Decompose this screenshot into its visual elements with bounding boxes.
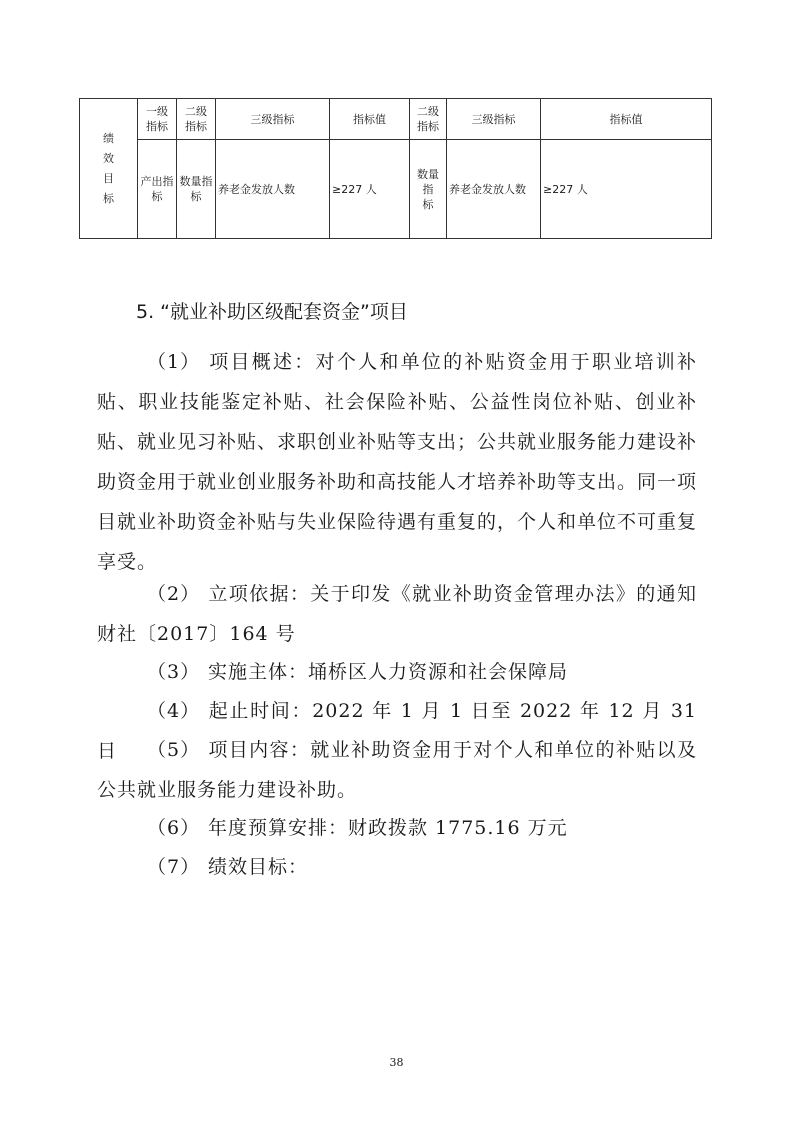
table-cell-level2-b: 数量指 标 (410, 140, 447, 239)
section-title: 5. “就业补助区级配套资金”项目 (136, 301, 408, 323)
table-cell-value: ≥227 人 (330, 140, 410, 239)
item-number: （7） (147, 856, 201, 878)
item-text: 项目内容：就业补助资金用于对个人和单位的补贴以及公共就业服务能力建设补助。 (97, 739, 697, 801)
item-content (97, 730, 697, 810)
item-text: 起止时间：2022 年 1 月 1 日至 2022 年 12 月 31 日 (97, 700, 697, 762)
table-cell-level3-b: 养老金发放人数 (447, 140, 541, 239)
table-header-level1: 一级 指标 (138, 99, 177, 140)
item-basis (97, 574, 697, 654)
item-number: （1） (147, 351, 201, 373)
performance-goals-table (79, 98, 712, 239)
item-text: 绩效目标： (208, 856, 309, 878)
item-entity (97, 652, 697, 692)
table-header-level2-b: 二级 指标 (410, 99, 447, 140)
table-header-level2: 二级 指标 (177, 99, 216, 140)
table-header-level3-b: 三级指标 (447, 99, 541, 140)
page-number: 38 (389, 1056, 404, 1069)
item-budget (97, 808, 697, 848)
table-cell-level1: 产出指 标 (138, 140, 177, 239)
item-number: （4） (147, 700, 201, 722)
item-text: 实施主体：埇桥区人力资源和社会保障局 (208, 661, 569, 683)
item-number: （6） (147, 817, 201, 839)
table-cell-value-b: ≥227 人 (541, 140, 712, 239)
item-number: （2） (147, 583, 201, 605)
item-number: （3） (147, 661, 201, 683)
item-text: 立项依据：关于印发《就业补助资金管理办法》的通知财社〔2017〕164 号 (97, 583, 697, 645)
item-text: 年度预算安排：财政拨款 1775.16 万元 (208, 817, 568, 839)
table-cell-level3: 养老金发放人数 (216, 140, 330, 239)
table-header-value: 指标值 (330, 99, 410, 140)
table-header-value-b: 指标值 (541, 99, 712, 140)
table-side-label: 绩 效 目 标 (80, 99, 138, 239)
item-number: （5） (147, 739, 201, 761)
item-text: 项目概述：对个人和单位的补贴资金用于职业培训补贴、职业技能鉴定补贴、社会保险补贴、公益性岗位补贴、创业补贴、就业见习补贴、求职创业补贴等支出；公共就业服务能力建设补助资金用于就业创业服务补助和高技能人才培养补助等支出。同一项目就业补助资金补贴与失业保险待遇有重复的，个人和单位不可重复享受。 (97, 351, 698, 573)
item-goals (97, 847, 697, 887)
table-cell-level2: 数量指 标 (177, 140, 216, 239)
item-overview (97, 342, 697, 582)
table-header-level3: 三级指标 (216, 99, 330, 140)
